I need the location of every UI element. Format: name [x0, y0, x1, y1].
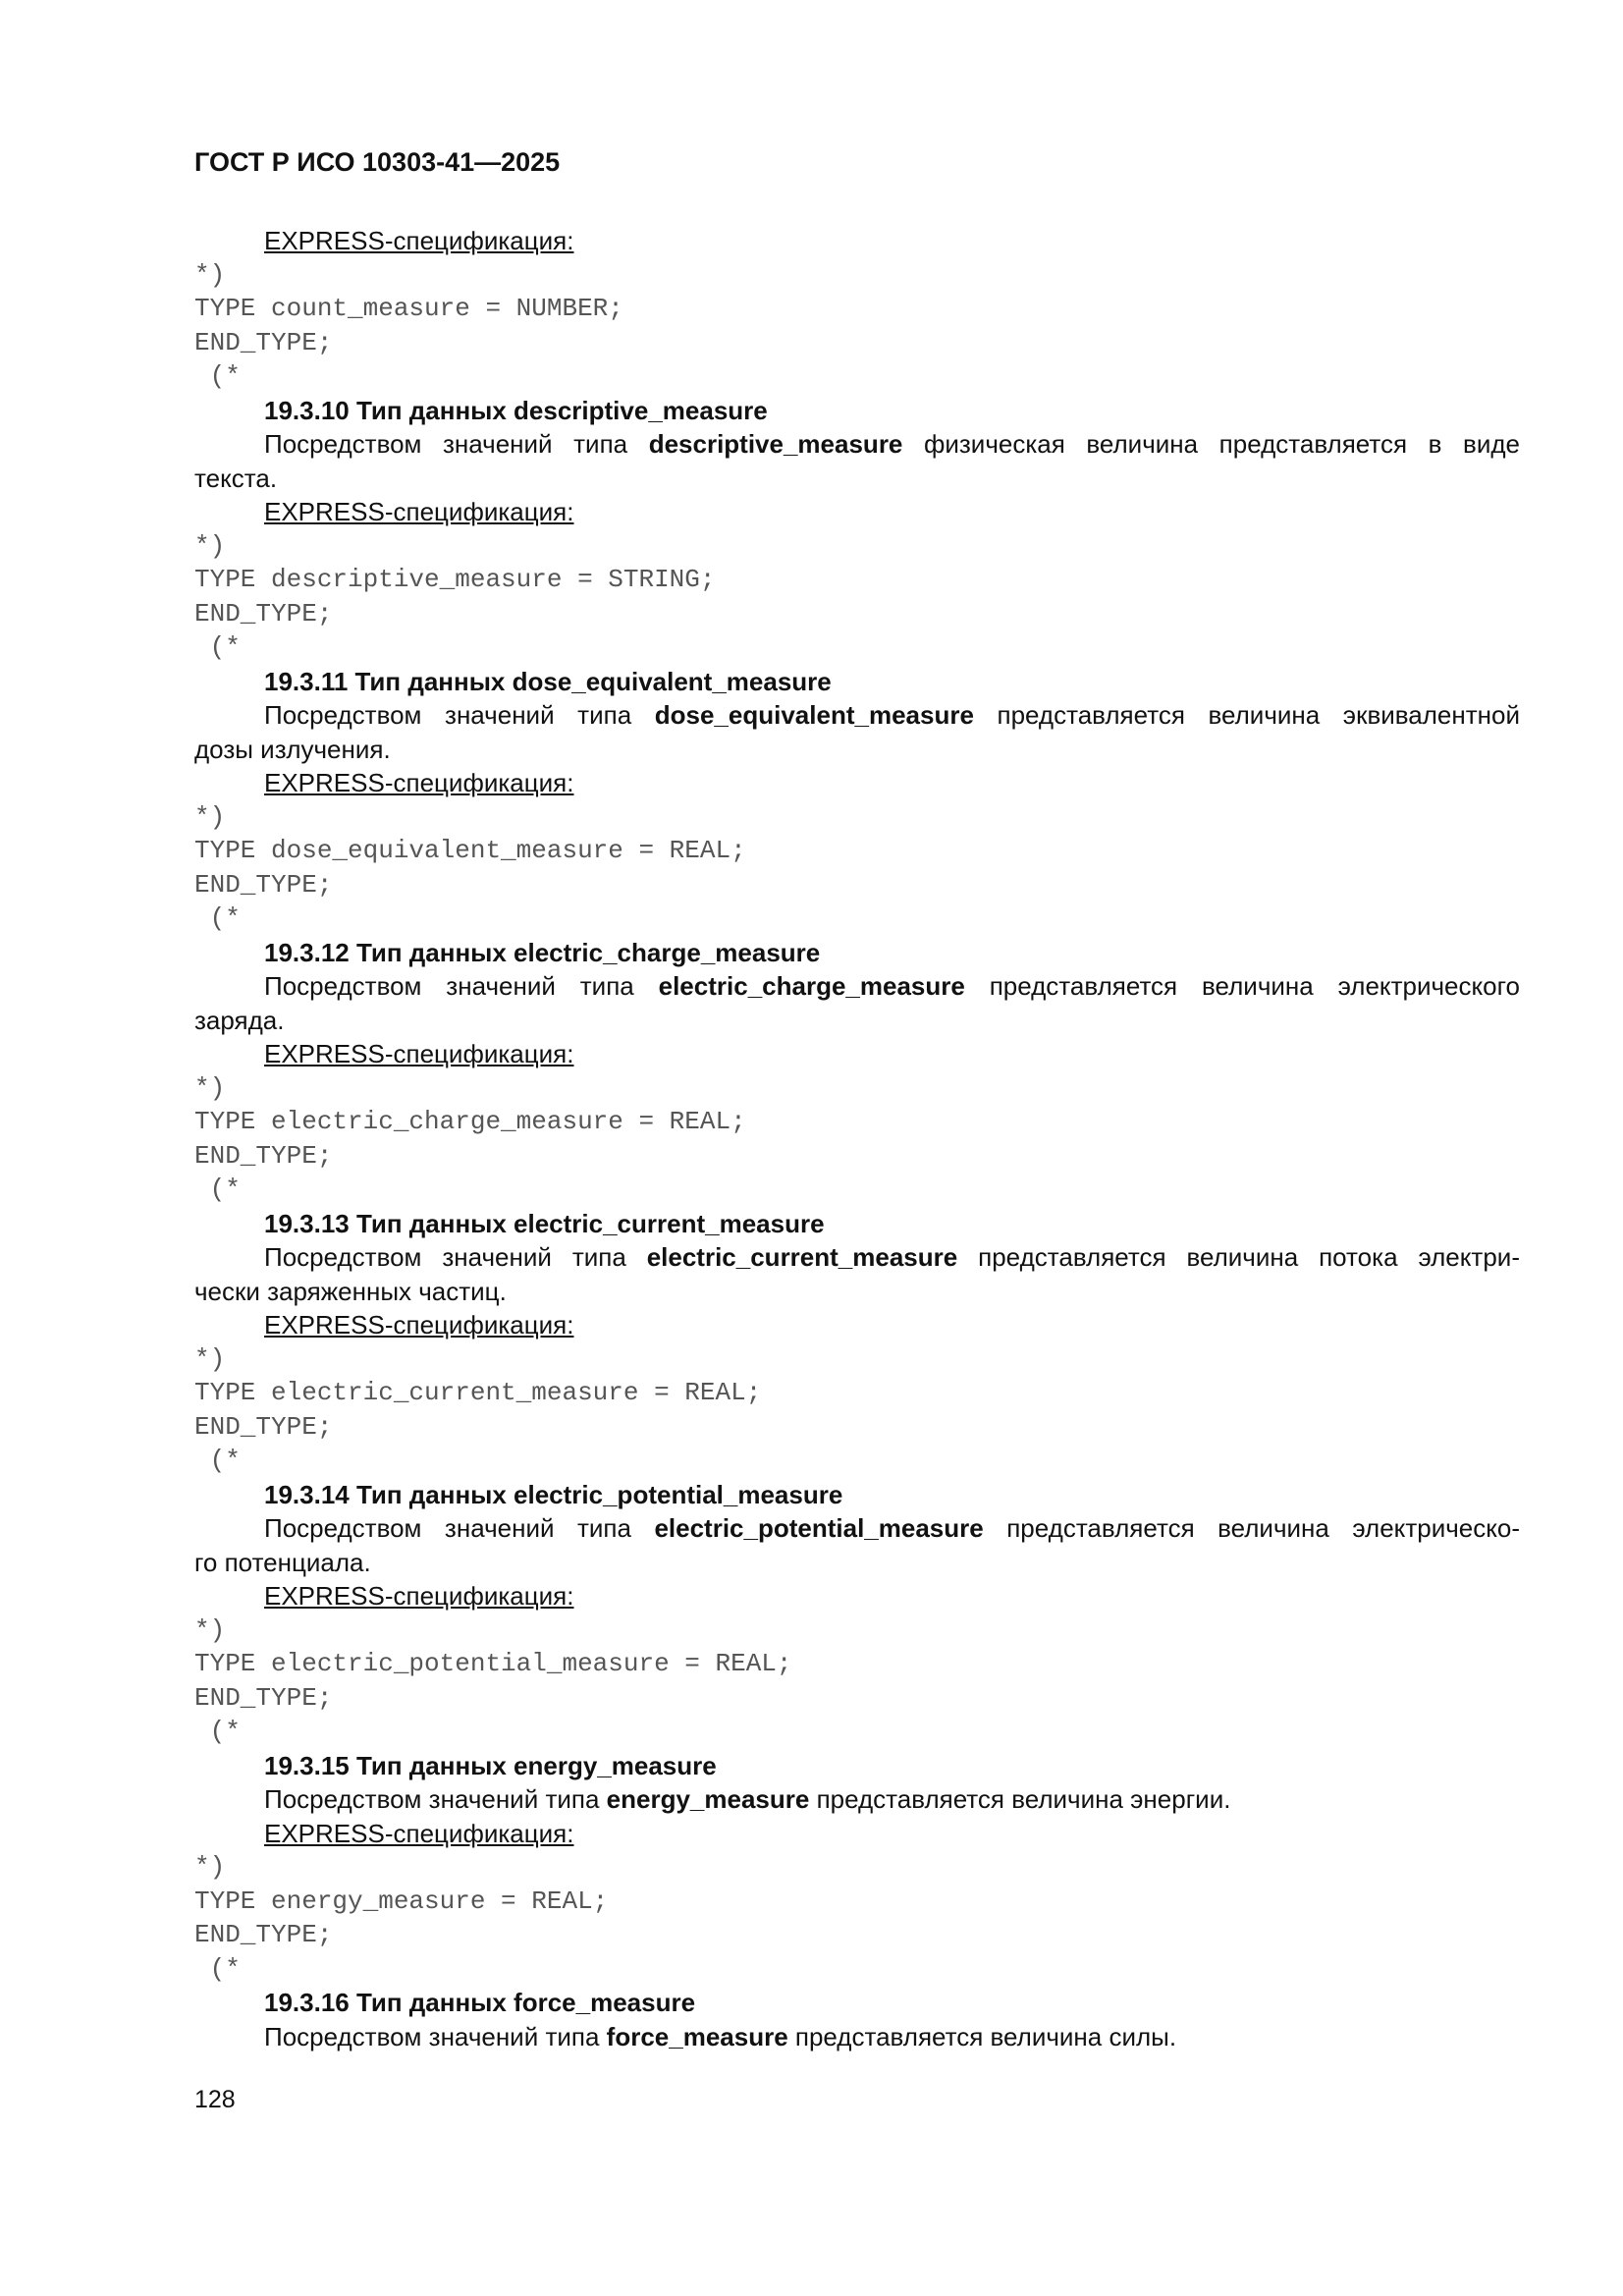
- paragraph-text: Посредством значений типа: [264, 2021, 607, 2051]
- paragraph-continuation: заряда.: [194, 1005, 285, 1035]
- paragraph-text: представляется величина электрического: [964, 971, 1520, 1001]
- express-label-line: [194, 766, 1520, 800]
- express-label-line: [194, 1817, 1520, 1851]
- code-line: *): [194, 1072, 226, 1103]
- code-line: END_TYPE;: [194, 327, 333, 357]
- code-line: (*: [194, 361, 241, 391]
- code-line: (*: [194, 632, 241, 662]
- express-spec-label: EXPRESS-спецификация:: [264, 1310, 574, 1339]
- express-spec-label: EXPRESS-спецификация:: [264, 226, 574, 255]
- code-line: (*: [194, 1175, 241, 1204]
- paragraph-text: Посредством значений типа: [264, 1242, 647, 1272]
- section: [194, 224, 1520, 394]
- document-body: [194, 224, 1520, 2053]
- paragraph-line: [194, 969, 1520, 1004]
- code-line: (*: [194, 1446, 241, 1475]
- express-spec-label: EXPRESS-спецификация:: [264, 1818, 574, 1848]
- paragraph-text: физическая величина представляется в виде: [902, 429, 1520, 459]
- code-line: END_TYPE;: [194, 1682, 333, 1713]
- code-line: TYPE electric_current_measure = REAL;: [194, 1378, 762, 1407]
- paragraph-continuation: чески заряженных частиц.: [194, 1276, 507, 1306]
- express-label-line: [194, 495, 1520, 529]
- code-line: *): [194, 801, 226, 832]
- paragraph-line: [194, 2020, 1520, 2054]
- type-name: force_measure: [606, 2021, 788, 2051]
- code-line: END_TYPE;: [194, 1411, 333, 1442]
- paragraph-continuation: дозы излучения.: [194, 734, 391, 764]
- section: [194, 665, 1520, 936]
- code-line: END_TYPE;: [194, 869, 333, 900]
- section-heading: 19.3.16 Тип данных force_measure: [264, 1988, 696, 2017]
- paragraph-line: [194, 1240, 1520, 1275]
- type-name: dose_equivalent_measure: [654, 700, 974, 730]
- paragraph-text: представляется величина силы.: [787, 2021, 1177, 2051]
- code-line: TYPE dose_equivalent_measure = REAL;: [194, 836, 746, 865]
- express-label-line: [194, 1037, 1520, 1071]
- express-spec-label: EXPRESS-спецификация:: [264, 768, 574, 797]
- section-heading: 19.3.15 Тип данных energy_measure: [264, 1750, 717, 1780]
- section-heading: 19.3.14 Тип данных electric_potential_measure: [264, 1479, 843, 1509]
- paragraph-text: Посредством значений типа: [264, 971, 659, 1001]
- paragraph-continuation: текста.: [194, 463, 278, 493]
- code-line: END_TYPE;: [194, 1920, 333, 1949]
- section: [194, 394, 1520, 665]
- paragraph-text: Посредством значений типа: [264, 1513, 655, 1543]
- paragraph-line: [194, 427, 1520, 462]
- code-line: TYPE energy_measure = REAL;: [194, 1886, 609, 1916]
- code-line: (*: [194, 1717, 241, 1746]
- paragraph-line: [194, 1782, 1520, 1817]
- section-heading: 19.3.10 Тип данных descriptive_measure: [264, 395, 768, 425]
- code-line: TYPE electric_potential_measure = REAL;: [194, 1649, 792, 1678]
- express-spec-label: EXPRESS-спецификация:: [264, 497, 574, 526]
- type-name: energy_measure: [606, 1784, 810, 1814]
- code-line: TYPE descriptive_measure = STRING;: [194, 565, 716, 594]
- paragraph-line: [194, 698, 1520, 733]
- paragraph-continuation: го потенциала.: [194, 1547, 371, 1577]
- page-number: 128: [194, 2086, 236, 2113]
- section-heading: 19.3.12 Тип данных electric_charge_measure: [264, 937, 821, 967]
- section: [194, 936, 1520, 1207]
- paragraph-text: Посредством значений типа: [264, 700, 655, 730]
- paragraph-line: [194, 1511, 1520, 1546]
- code-line: *): [194, 530, 226, 561]
- section: [194, 1207, 1520, 1478]
- type-name: electric_charge_measure: [658, 971, 965, 1001]
- code-line: *): [194, 259, 226, 290]
- type-name: electric_potential_measure: [654, 1513, 984, 1543]
- type-name: electric_current_measure: [646, 1242, 958, 1272]
- code-line: (*: [194, 903, 241, 933]
- section: [194, 1478, 1520, 1749]
- paragraph-text: Посредством значений типа: [264, 1784, 607, 1814]
- code-line: END_TYPE;: [194, 598, 333, 629]
- express-spec-label: EXPRESS-спецификация:: [264, 1039, 574, 1068]
- code-line: (*: [194, 1953, 241, 1984]
- express-spec-label: EXPRESS-спецификация:: [264, 1581, 574, 1611]
- code-line: TYPE electric_charge_measure = REAL;: [194, 1107, 746, 1136]
- code-line: END_TYPE;: [194, 1140, 333, 1171]
- code-line: *): [194, 1614, 226, 1645]
- section-heading: 19.3.11 Тип данных dose_equivalent_measure: [264, 666, 832, 696]
- paragraph-text: Посредством значений типа: [264, 429, 649, 459]
- paragraph-text: представляется величина электрическо-: [983, 1513, 1521, 1543]
- express-label-line: [194, 1308, 1520, 1342]
- paragraph-text: представляется величина энергии.: [809, 1784, 1231, 1814]
- code-line: *): [194, 1852, 226, 1882]
- paragraph-text: представляется величина эквивалентной: [973, 700, 1520, 730]
- page-header: ГОСТ Р ИСО 10303-41—2025: [194, 147, 561, 177]
- code-line: *): [194, 1343, 226, 1374]
- code-line: TYPE count_measure = NUMBER;: [194, 294, 623, 323]
- type-name: descriptive_measure: [648, 429, 903, 459]
- express-label-line: [194, 1579, 1520, 1613]
- paragraph-text: представляется величина потока электри-: [957, 1242, 1520, 1272]
- section: [194, 1986, 1520, 2053]
- section-heading: 19.3.13 Тип данных electric_current_measure: [264, 1208, 825, 1238]
- section: [194, 1749, 1520, 1987]
- express-label-line: [194, 224, 1520, 258]
